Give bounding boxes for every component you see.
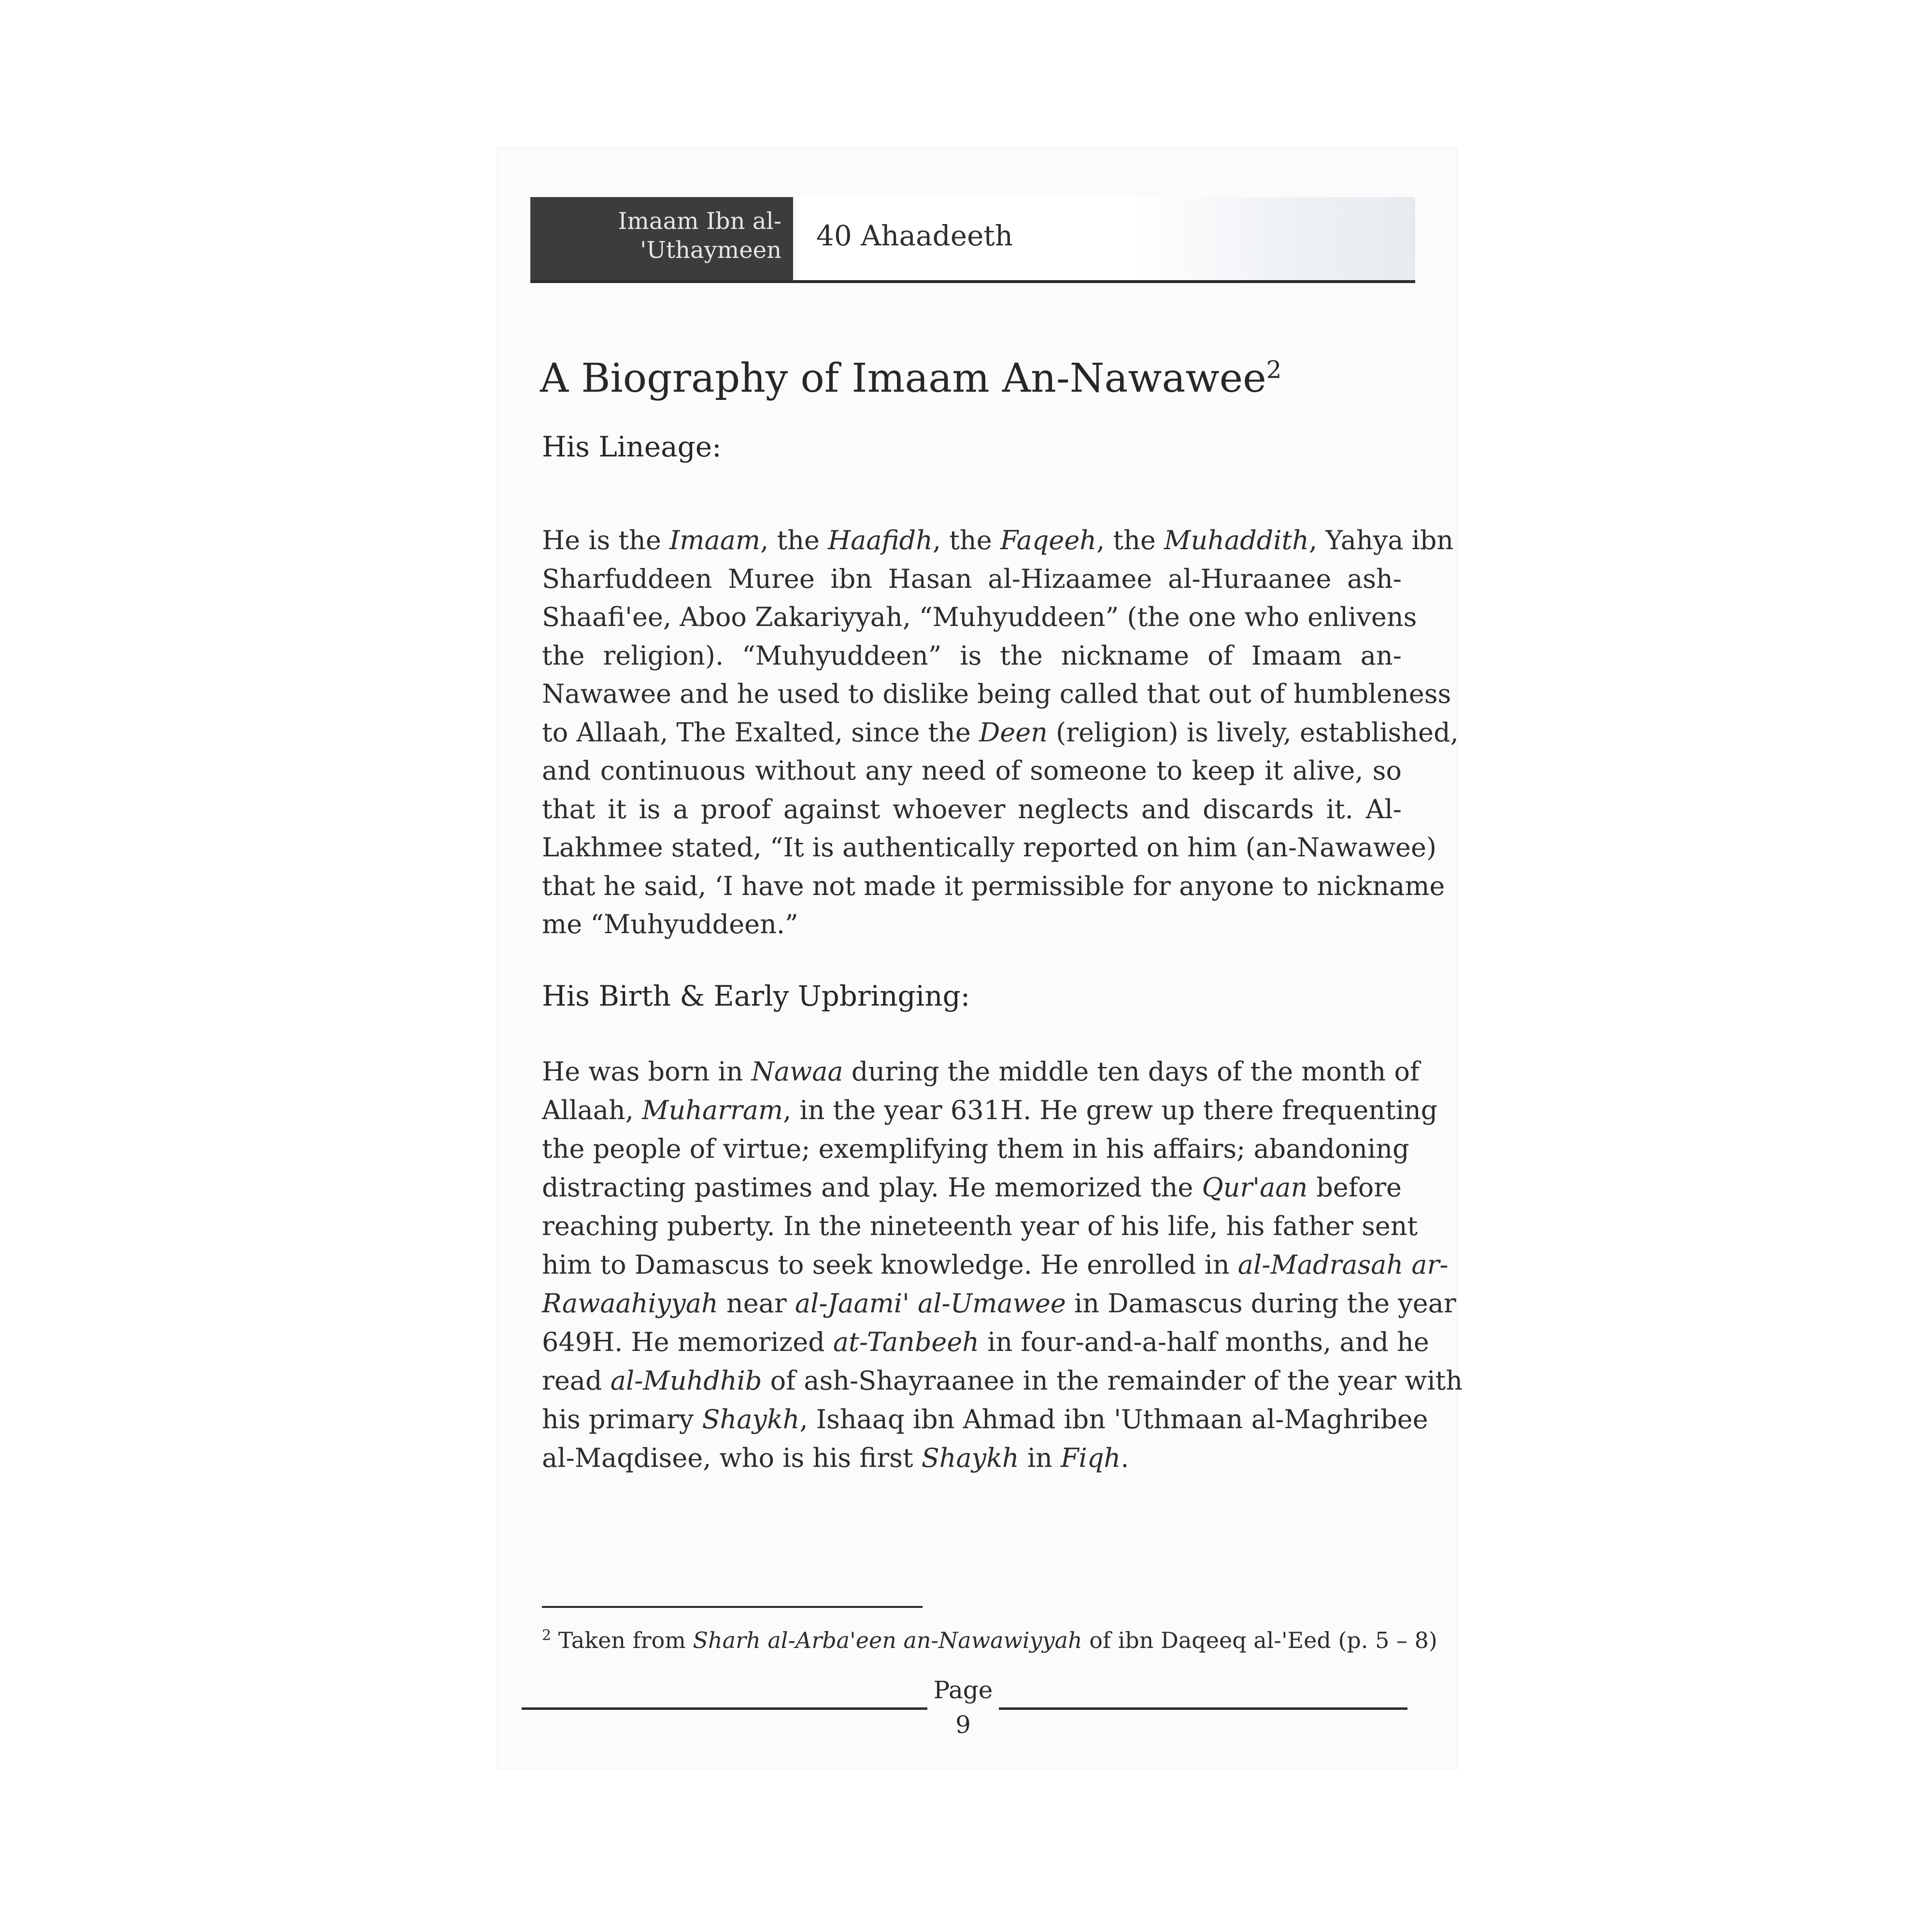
text-run: during the middle ten days of the month of [843, 1056, 1420, 1087]
italic-term: at-Tanbeeh [833, 1327, 980, 1357]
footer-rule-left [522, 1707, 927, 1710]
footnote [542, 1626, 1437, 1655]
text-run: , the [1096, 525, 1165, 555]
italic-term: al-Muhdhib [610, 1365, 762, 1396]
text-line [542, 906, 1402, 943]
footer-page-label: Page [933, 1676, 993, 1704]
text-run: 649H. He memorized [542, 1327, 833, 1357]
text-run: distracting pastimes and play. He memorized the [542, 1172, 1202, 1203]
text-line [542, 1053, 1420, 1091]
text-run: He was born in [542, 1056, 752, 1087]
text-run: before [1307, 1172, 1402, 1203]
text-run: Sharfuddeen Muree ibn Hasan al-Hizaamee al-Huraanee ash- [542, 563, 1402, 594]
footnote-rule [542, 1606, 923, 1608]
header-book-title: 40 Ahaadeeth [816, 219, 1013, 252]
text-run: Shaafi'ee, Aboo Zakariyyah, “Muhyuddeen” (the one who enlivens [542, 602, 1417, 632]
italic-term: Shaykh [921, 1443, 1019, 1473]
section-heading-birth: His Birth & Early Upbringing: [542, 980, 970, 1012]
text-run: Allaah, [542, 1095, 642, 1125]
text-run: (religion) is lively, established, [1047, 717, 1459, 748]
text-run: He is the [542, 525, 669, 555]
footnote-pre: Taken from [551, 1627, 693, 1653]
text-run: , the [932, 525, 1000, 555]
text-line [542, 598, 1417, 636]
italic-term: Nawaa [751, 1056, 843, 1087]
text-run: , in the year 631H. He grew up there frequenting [783, 1095, 1438, 1125]
italic-term: Haafidh [828, 525, 933, 555]
text-line [542, 829, 1437, 867]
text-run: , Ishaaq ibn Ahmad ibn 'Uthmaan al-Maghribee [799, 1404, 1428, 1435]
page-title [540, 355, 1281, 403]
text-run: the people of virtue; exemplifying them in his affairs; abandoning [542, 1134, 1409, 1164]
text-line [542, 1401, 1428, 1438]
text-run: in [1019, 1443, 1061, 1473]
page-title-text: A Biography of Imaam An-Nawawee [540, 355, 1266, 401]
section-heading-lineage: His Lineage: [542, 430, 722, 463]
text-run: read [542, 1365, 611, 1396]
italic-term: al-Madrasah ar- [1237, 1250, 1449, 1280]
text-line [542, 1439, 1402, 1477]
text-run: in Damascus during the year [1065, 1288, 1456, 1319]
text-line [542, 1362, 1463, 1400]
text-run: , Yahya ibn [1308, 525, 1454, 555]
text-run: Lakhmee stated, “It is authentically reported on him (an-Nawawee) [542, 832, 1437, 863]
text-run: al-Maqdisee, who is his first [542, 1443, 922, 1473]
text-line [542, 560, 1402, 598]
italic-term: Qur'aan [1202, 1172, 1308, 1203]
italic-term: Fiqh [1061, 1443, 1121, 1473]
footnote-source: Sharh al-Arba'een an-Nawawiyyah [693, 1627, 1082, 1653]
text-run: , the [760, 525, 828, 555]
footnote-marker: 2 [542, 1627, 552, 1644]
title-footnote-ref: 2 [1266, 355, 1282, 384]
italic-term: Muhaddith [1164, 525, 1309, 555]
text-run: of ash-Shayraanee in the remainder of the year with [762, 1365, 1463, 1396]
header-author-line-1: Imaam Ibn al- [618, 208, 781, 235]
footer-rule-right [999, 1707, 1407, 1710]
text-line [542, 1285, 1456, 1322]
text-run: him to Damascus to seek knowledge. He enrolled in [542, 1250, 1238, 1280]
text-line [542, 752, 1402, 790]
italic-term: Faqeeh [1000, 525, 1097, 555]
text-run: reaching puberty. In the nineteenth year of his life, his father sent [542, 1211, 1418, 1241]
header-author-block [530, 197, 793, 280]
italic-term: Muharram [642, 1095, 783, 1125]
text-run: near [718, 1288, 795, 1319]
text-line [542, 791, 1402, 828]
header-rule [530, 280, 1415, 283]
text-line [542, 1169, 1402, 1207]
text-line [542, 522, 1454, 559]
text-line [542, 1208, 1418, 1245]
header-author-line-2: 'Uthaymeen [640, 237, 781, 264]
italic-term: al-Jaami' al-Umawee [795, 1288, 1066, 1319]
text-run: that he said, ‘I have not made it permissible for anyone to nickname [542, 870, 1445, 901]
italic-term: Rawaahiyyah [542, 1288, 718, 1319]
text-line [542, 1092, 1438, 1129]
text-run: and continuous without any need of someone to keep it alive, so [542, 755, 1402, 786]
italic-term: Deen [979, 717, 1048, 748]
text-run: . [1121, 1443, 1129, 1473]
footnote-post: of ibn Daqeeq al-'Eed (p. 5 – 8) [1082, 1627, 1437, 1653]
text-run: that it is a proof against whoever neglects and discards it. Al- [542, 794, 1402, 824]
text-run: his primary [542, 1404, 702, 1435]
text-line [542, 1130, 1409, 1168]
text-run: me “Muhyuddeen.” [542, 909, 798, 939]
text-line [542, 714, 1459, 752]
text-run: in four-and-a-half months, and he [979, 1327, 1429, 1357]
text-line [542, 1323, 1429, 1361]
text-line [542, 637, 1402, 675]
italic-term: Imaam [669, 525, 761, 555]
text-run: to Allaah, The Exalted, since the [542, 717, 979, 748]
italic-term: Shaykh [702, 1404, 800, 1435]
footer-page-number: 9 [955, 1711, 971, 1739]
text-run: the religion). “Muhyuddeen” is the nickname of Imaam an- [542, 640, 1402, 671]
text-line [542, 867, 1445, 905]
text-line [542, 675, 1451, 713]
text-line [542, 1246, 1449, 1284]
text-run: Nawawee and he used to dislike being called that out of humbleness [542, 679, 1451, 709]
